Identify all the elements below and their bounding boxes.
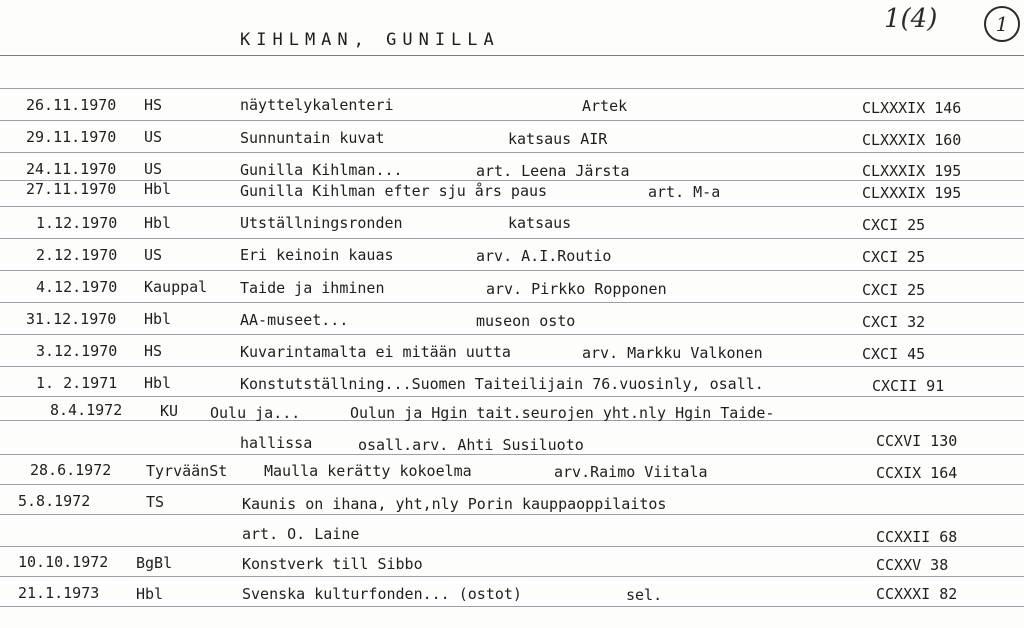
entry-source: Hbl bbox=[144, 214, 172, 232]
entry-source: Kauppal bbox=[144, 278, 208, 296]
rule-line bbox=[0, 514, 1024, 515]
entry-ref: CXCI 45 bbox=[862, 345, 926, 363]
entry-title: Svenska kulturfonden... (ostot) bbox=[242, 585, 522, 603]
entry-title: Konstutställning...Suomen Taiteilijain 76.vuosinly, osall. bbox=[240, 375, 764, 393]
entry-ref: CCXIX 164 bbox=[876, 464, 958, 482]
entry-date: 1.12.1970 bbox=[36, 214, 118, 232]
entry-ref: CXCII 91 bbox=[872, 377, 945, 395]
rule-line bbox=[0, 238, 1024, 239]
entry-title: Sunnuntain kuvat bbox=[240, 129, 385, 147]
entry-ref: CXCI 25 bbox=[862, 216, 926, 234]
entry-title: AA-museet... bbox=[240, 311, 349, 329]
entry-title: Utställningsronden bbox=[240, 214, 403, 232]
rule-line bbox=[0, 55, 1024, 56]
entry-title: Kuvarintamalta ei mitään uutta bbox=[240, 343, 511, 361]
entry-source: HS bbox=[144, 96, 163, 114]
entry-title: Oulu ja... bbox=[210, 404, 301, 422]
entry-date: 3.12.1970 bbox=[36, 342, 118, 360]
entry-date: 10.10.1972 bbox=[18, 553, 109, 571]
entry-source: Hbl bbox=[144, 180, 172, 198]
entry-note: arv. A.I.Routio bbox=[476, 247, 612, 265]
entry-ref: CXCI 32 bbox=[862, 313, 926, 331]
entry-ref: CCXXII 68 bbox=[876, 528, 958, 546]
rule-line bbox=[0, 334, 1024, 335]
entry-note: arv. Pirkko Ropponen bbox=[486, 280, 667, 298]
entry-ref: CLXXXIX 160 bbox=[862, 131, 962, 149]
entry-source: BgBl bbox=[136, 554, 173, 572]
entry-title: art. O. Laine bbox=[242, 525, 360, 543]
rule-line bbox=[0, 484, 1024, 485]
entry-source: US bbox=[144, 246, 163, 264]
rule-line bbox=[0, 270, 1024, 271]
entry-note: art. M-a bbox=[648, 183, 721, 201]
entry-note: katsaus AIR bbox=[508, 130, 608, 148]
entry-source: Hbl bbox=[144, 374, 172, 392]
rule-line bbox=[0, 120, 1024, 121]
entry-ref: CLXXXIX 195 bbox=[862, 162, 962, 180]
entry-ref: CCXXV 38 bbox=[876, 556, 949, 574]
rule-line bbox=[0, 206, 1024, 207]
entry-date: 24.11.1970 bbox=[26, 160, 117, 178]
page-mark: 1(4) bbox=[884, 4, 938, 34]
entry-ref: CXCI 25 bbox=[862, 248, 926, 266]
entry-date: 2.12.1970 bbox=[36, 246, 118, 264]
rule-line bbox=[0, 546, 1024, 547]
entry-date: 31.12.1970 bbox=[26, 310, 117, 328]
entry-note: Artek bbox=[582, 97, 628, 115]
entry-title: näyttelykalenteri bbox=[240, 96, 394, 114]
entry-title: Konstverk till Sibbo bbox=[242, 555, 423, 573]
entry-note: Oulun ja Hgin tait.seurojen yht.nly Hgin Taide- bbox=[350, 404, 775, 422]
rule-line bbox=[0, 576, 1024, 577]
entry-date: 1. 2.1971 bbox=[36, 374, 118, 392]
card-number: 1 bbox=[984, 6, 1020, 42]
entry-date: 26.11.1970 bbox=[26, 96, 117, 114]
entry-title: Eri keinoin kauas bbox=[240, 246, 394, 264]
entry-date: 27.11.1970 bbox=[26, 180, 117, 198]
entry-source: Hbl bbox=[136, 585, 164, 603]
entry-source: TyrväänSt bbox=[146, 462, 228, 480]
entry-note: art. Leena Järsta bbox=[476, 162, 630, 180]
entry-title: hallissa bbox=[240, 434, 313, 452]
entry-note: arv. Markku Valkonen bbox=[582, 344, 763, 362]
entry-ref: CXCI 25 bbox=[862, 281, 926, 299]
entry-date: 4.12.1970 bbox=[36, 278, 118, 296]
entry-note: museon osto bbox=[476, 312, 576, 330]
rule-line bbox=[0, 302, 1024, 303]
entry-date: 21.1.1973 bbox=[18, 584, 100, 602]
entry-ref: CCXXXI 82 bbox=[876, 585, 958, 603]
entry-date: 28.6.1972 bbox=[30, 461, 112, 479]
rule-line bbox=[0, 454, 1024, 455]
entry-note: osall.arv. Ahti Susiluoto bbox=[358, 436, 584, 454]
card-title: KIHLMAN, GUNILLA bbox=[240, 30, 500, 50]
entry-date: 29.11.1970 bbox=[26, 128, 117, 146]
entry-note: arv.Raimo Viitala bbox=[554, 463, 708, 481]
entry-source: KU bbox=[160, 402, 179, 420]
entry-date: 8.4.1972 bbox=[50, 401, 123, 419]
rule-line bbox=[0, 396, 1024, 397]
entry-ref: CCXVI 130 bbox=[876, 432, 958, 450]
entry-source: US bbox=[144, 160, 163, 178]
entry-source: US bbox=[144, 128, 163, 146]
entry-date: 5.8.1972 bbox=[18, 492, 91, 510]
rule-line bbox=[0, 88, 1024, 89]
entry-title: Kaunis on ihana, yht,nly Porin kauppaoppilaitos bbox=[242, 495, 667, 513]
entry-ref: CLXXXIX 195 bbox=[862, 184, 962, 202]
entry-source: HS bbox=[144, 342, 163, 360]
entry-title: Maulla kerätty kokoelma bbox=[264, 462, 472, 480]
rule-line bbox=[0, 366, 1024, 367]
rule-line bbox=[0, 152, 1024, 153]
entry-title: Gunilla Kihlman... bbox=[240, 161, 403, 179]
rule-line bbox=[0, 606, 1024, 607]
entry-note: katsaus bbox=[508, 214, 572, 232]
entry-source: TS bbox=[146, 493, 165, 511]
entry-ref: CLXXXIX 146 bbox=[862, 99, 962, 117]
entry-source: Hbl bbox=[144, 310, 172, 328]
entry-title: Gunilla Kihlman efter sju års paus bbox=[240, 182, 548, 200]
entry-note: sel. bbox=[626, 586, 663, 604]
entry-title: Taide ja ihminen bbox=[240, 279, 385, 297]
